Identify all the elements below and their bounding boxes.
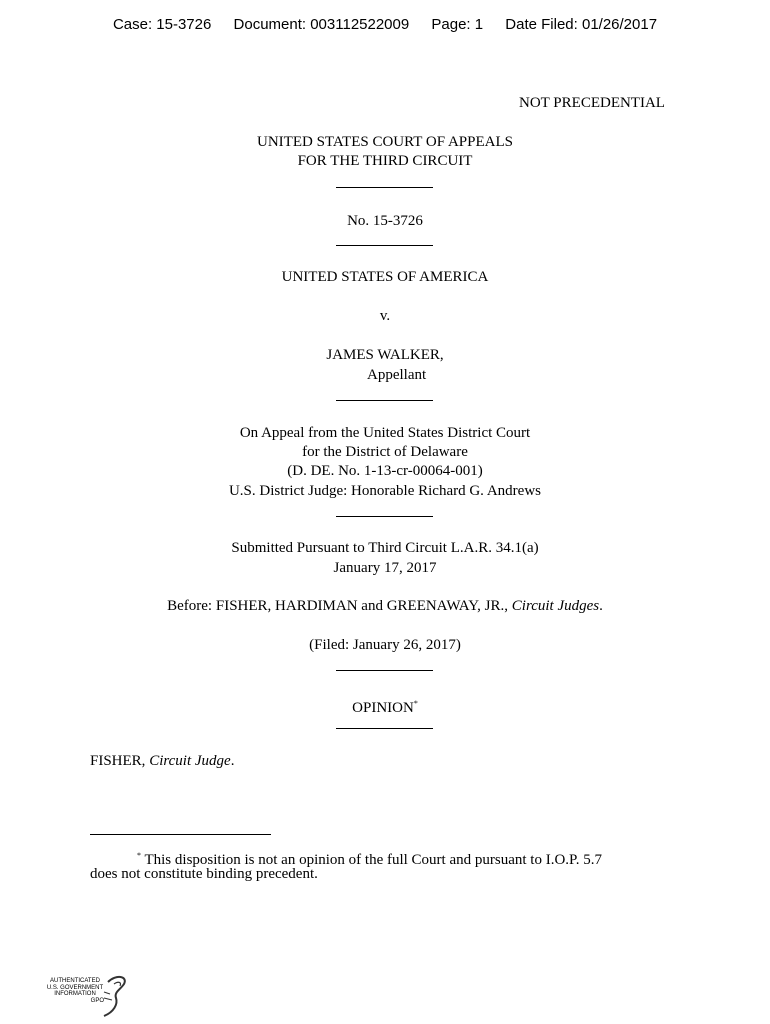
footnote-line2: does not constitute binding precedent. <box>90 866 318 882</box>
footnote-line1: * This disposition is not an opinion of the full Court and pursuant to I.O.P. 5.7 <box>137 851 602 868</box>
opinion-title: OPINION* <box>352 699 418 716</box>
docket-number: No. 15-3726 <box>347 213 423 229</box>
panel-judges: Before: FISHER, HARDIMAN and GREENAWAY, JR., Circuit Judges. <box>167 598 603 614</box>
divider <box>336 516 433 517</box>
court-name-line1: UNITED STATES COURT OF APPEALS <box>257 134 513 150</box>
versus: v. <box>379 308 391 324</box>
filing-header <box>0 16 770 33</box>
divider <box>336 400 433 401</box>
party-role: Appellant <box>367 367 427 383</box>
opinion-author: FISHER, Circuit Judge. <box>90 753 235 769</box>
submitted-date: January 17, 2017 <box>333 560 437 576</box>
appeal-line3: (D. DE. No. 1-13-cr-00064-001) <box>287 463 483 479</box>
document-number: Document: 003112522009 <box>233 16 410 33</box>
footnote-divider <box>90 834 271 835</box>
court-name-line2: FOR THE THIRD CIRCUIT <box>297 153 473 169</box>
defendant: JAMES WALKER, <box>326 347 444 363</box>
appeal-line4: U.S. District Judge: Honorable Richard G. Andrews <box>228 483 542 499</box>
eagle-icon <box>44 972 134 1018</box>
appeal-line1: On Appeal from the United States District Court <box>239 425 531 441</box>
footnote-marker: * <box>413 699 418 708</box>
divider <box>336 670 433 671</box>
appeal-line2: for the District of Delaware <box>302 444 468 460</box>
divider <box>336 187 433 188</box>
divider <box>336 245 433 246</box>
page-number: Page: 1 <box>431 16 484 33</box>
date-filed: Date Filed: 01/26/2017 <box>505 16 658 33</box>
filed-date: (Filed: January 26, 2017) <box>309 637 461 653</box>
not-precedential-label: NOT PRECEDENTIAL <box>519 95 665 111</box>
case-number: Case: 15-3726 <box>112 16 212 33</box>
plaintiff: UNITED STATES OF AMERICA <box>281 269 489 285</box>
gpo-authentication-logo: AUTHENTICATED U.S. GOVERNMENT INFORMATION GPO <box>44 972 134 1018</box>
submitted-line: Submitted Pursuant to Third Circuit L.A.R. 34.1(a) <box>231 540 539 556</box>
divider <box>336 728 433 729</box>
